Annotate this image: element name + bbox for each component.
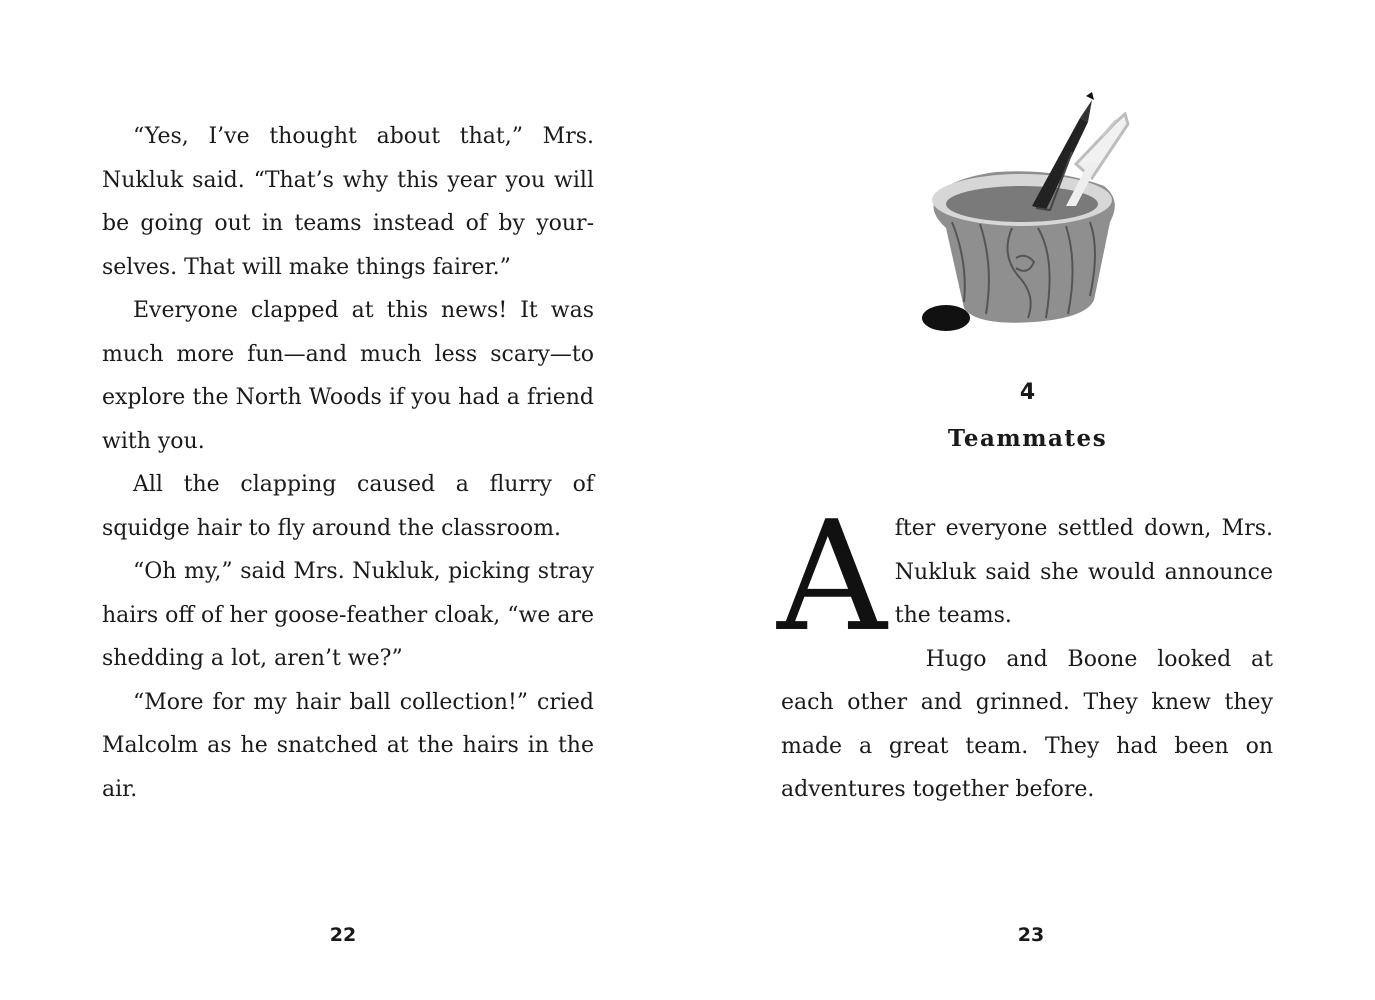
right-page — [687, 0, 1375, 1000]
pencil-cup-icon — [916, 82, 1156, 342]
first-paragraph-text: fter everyone settled down, Mrs. Nukluk said she would announce the teams. — [894, 516, 1273, 628]
left-page-text — [102, 115, 594, 811]
first-paragraph — [777, 488, 1273, 665]
paragraph: “More for my hair ball collection!” cried Malcolm as he snatched at the hairs in the air. — [102, 689, 594, 802]
paragraph: All the clapping caused a flurry of squidge hair to fly around the classroom. — [102, 472, 594, 541]
chapter-number: 4 — [1019, 380, 1036, 405]
chapter-title: Teammates — [947, 425, 1108, 452]
paragraph: “Yes, I’ve thought about that,” Mrs. Nukluk said. “That’s why this year you will be going out in teams instead of by yourselves. That will make things fairer.” — [102, 124, 594, 280]
paragraph: Everyone clapped at this news! It was much more fun—and much less scary—to explore the North Woods if you had a friend with you. — [102, 298, 594, 454]
paragraph: “Oh my,” said Mrs. Nukluk, picking stray hairs off of her goose-feather cloak, “we are shedding a lot, aren’t we?” — [102, 559, 594, 671]
page-number: 23 — [1017, 924, 1045, 946]
left-page — [0, 0, 687, 1000]
page-number: 22 — [329, 924, 357, 946]
drop-cap: A — [777, 488, 887, 665]
paragraph: Hugo and Boone looked at each other and grinned. They knew they made a great team. They had been on adventures together before. — [781, 646, 1273, 802]
right-page-text — [777, 488, 1273, 812]
